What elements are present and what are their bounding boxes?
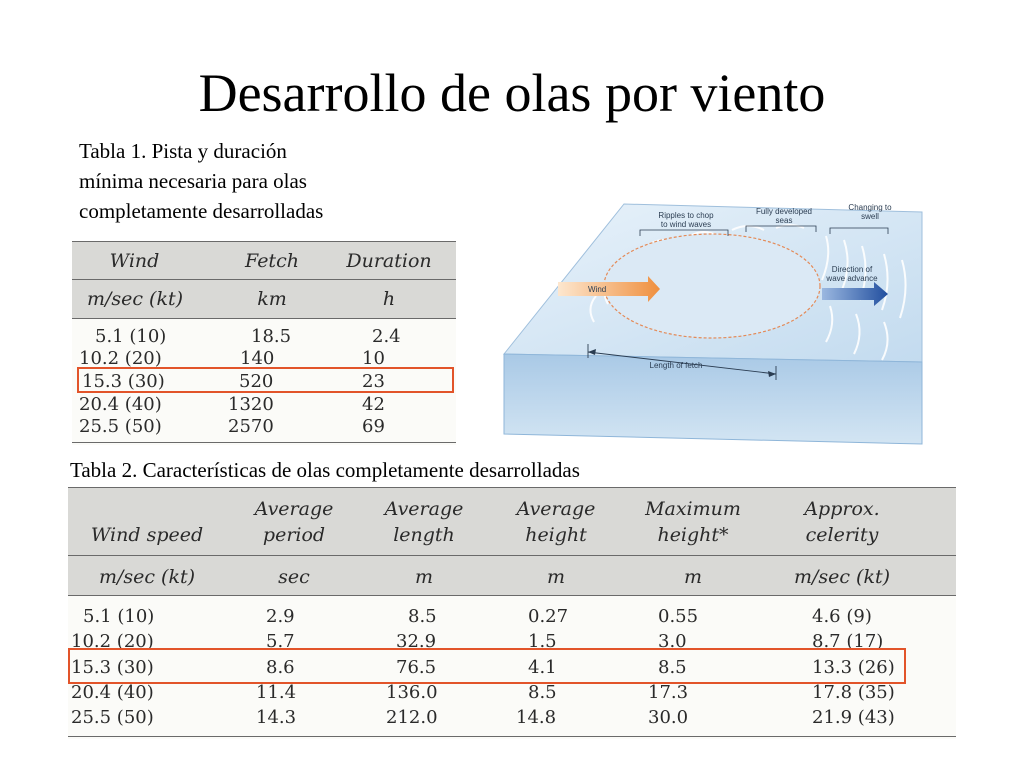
table-cell: 8.7 (17) xyxy=(812,631,884,652)
label-wind: Wind xyxy=(588,285,607,294)
table-cell: 212.0 xyxy=(386,707,438,728)
table2-unit: m xyxy=(414,566,434,588)
table-cell: 0.27 xyxy=(528,606,569,627)
table1-highlight-box xyxy=(77,367,454,393)
table2-unit: m/sec (kt) xyxy=(793,566,891,588)
table-cell: 4.1 xyxy=(528,657,557,678)
table-rule xyxy=(68,487,956,488)
table-cell: 25.5 (50) xyxy=(71,707,154,728)
table2-unit: m xyxy=(546,566,566,588)
table2-unit: sec xyxy=(278,566,310,588)
table-cell: 32.9 xyxy=(396,631,437,652)
table2-header-period: period xyxy=(262,524,326,546)
table2-header-max-height: height* xyxy=(657,524,729,546)
table-cell: 21.9 (43) xyxy=(812,707,895,728)
table-cell: 20.4 (40) xyxy=(79,394,162,415)
table2-wave-characteristics xyxy=(68,487,956,739)
table2-header-top: Average xyxy=(384,498,464,520)
table-cell: 11.4 xyxy=(256,682,297,703)
table1-fetch-duration xyxy=(72,241,456,445)
table2-header-top: Maximum xyxy=(645,498,741,520)
table1-unit-duration: h xyxy=(382,288,396,310)
table-cell: 1320 xyxy=(228,394,274,415)
table-cell: 8.6 xyxy=(266,657,295,678)
table-cell: 76.5 xyxy=(396,657,437,678)
label-developed: seas xyxy=(775,216,793,225)
table-cell: 5.7 xyxy=(266,631,295,652)
table-cell: 4.6 (9) xyxy=(812,606,872,627)
table1-caption xyxy=(79,136,323,226)
table-cell: 30.0 xyxy=(648,707,689,728)
table-cell: 14.8 xyxy=(516,707,557,728)
table-rule xyxy=(68,736,956,737)
table1-caption-line: mínima necesaria para olas xyxy=(79,169,307,193)
table-cell: 2.9 xyxy=(266,606,295,627)
table-cell: 23 xyxy=(362,371,385,392)
table-cell: 17.8 (35) xyxy=(812,682,895,703)
table2-caption: Tabla 2. Características de olas completamente desarrolladas xyxy=(70,458,580,482)
table2-header-top: Average xyxy=(516,498,596,520)
label-developed: Fully developed xyxy=(755,207,813,216)
table2-header-length: length xyxy=(393,524,455,546)
table2-unit: m xyxy=(683,566,703,588)
table-cell: 136.0 xyxy=(386,682,438,703)
table-rule xyxy=(72,318,456,319)
table2-header-celerity: celerity xyxy=(805,524,879,546)
table2-header-wind-speed: Wind speed xyxy=(90,524,204,546)
table-rule xyxy=(68,555,956,556)
table-cell: 0.55 xyxy=(658,606,699,627)
table-cell: 5.1 (10) xyxy=(83,606,155,627)
table-rule xyxy=(72,241,456,242)
table-cell: 25.5 (50) xyxy=(79,416,162,437)
table2-header-top: Approx. xyxy=(804,498,880,520)
table-cell: 2.4 xyxy=(372,326,401,347)
label-ripples: Ripples to chop xyxy=(658,211,714,220)
table-cell: 13.3 (26) xyxy=(812,657,895,678)
ocean-side xyxy=(504,354,922,444)
table2-header-top: Average xyxy=(254,498,334,520)
table-cell: 17.3 xyxy=(648,682,689,703)
table1-caption-line: Tabla 1. Pista y duración xyxy=(79,139,287,163)
table-cell: 15.3 (30) xyxy=(71,657,154,678)
label-swell: Changing to xyxy=(848,203,892,212)
table-cell: 10.2 (20) xyxy=(79,348,162,369)
page-title: Desarrollo de olas por viento xyxy=(198,63,826,123)
table-cell: 1.5 xyxy=(528,631,557,652)
label-direction: wave advance xyxy=(826,274,878,283)
table1-header-wind: Wind xyxy=(109,250,160,272)
table-cell: 140 xyxy=(240,348,275,369)
table-cell: 8.5 xyxy=(658,657,687,678)
table-cell: 10.2 (20) xyxy=(71,631,154,652)
table-cell: 8.5 xyxy=(408,606,437,627)
table-cell: 15.3 (30) xyxy=(82,371,165,392)
table-cell: 520 xyxy=(239,371,274,392)
table-cell: 3.0 xyxy=(658,631,687,652)
table-rule xyxy=(72,442,456,443)
table-cell: 8.5 xyxy=(528,682,557,703)
table-rule xyxy=(68,595,956,596)
label-swell: swell xyxy=(861,212,879,221)
table-cell: 42 xyxy=(362,394,385,415)
table-cell: 14.3 xyxy=(256,707,297,728)
table1-header-fetch: Fetch xyxy=(245,250,299,272)
table-cell: 5.1 (10) xyxy=(95,326,167,347)
table-cell: 2570 xyxy=(228,416,274,437)
label-direction: Direction of xyxy=(831,265,873,274)
table1-unit-fetch: km xyxy=(257,288,287,310)
wave-development-figure xyxy=(500,196,928,448)
table-cell: 18.5 xyxy=(251,326,292,347)
table1-header-duration: Duration xyxy=(346,250,432,272)
label-fetch: Length of fetch xyxy=(649,361,703,370)
table2-unit: m/sec (kt) xyxy=(98,566,196,588)
table-cell: 10 xyxy=(362,348,385,369)
table1-unit-wind: m/sec (kt) xyxy=(86,288,184,310)
table-cell: 20.4 (40) xyxy=(71,682,154,703)
table2-highlight-box xyxy=(68,648,906,684)
table1-caption-line: completamente desarrolladas xyxy=(79,199,324,223)
label-ripples: to wind waves xyxy=(660,220,712,229)
table-rule xyxy=(72,279,456,280)
table-cell: 69 xyxy=(362,416,385,437)
table2-header-height: height xyxy=(525,524,587,546)
